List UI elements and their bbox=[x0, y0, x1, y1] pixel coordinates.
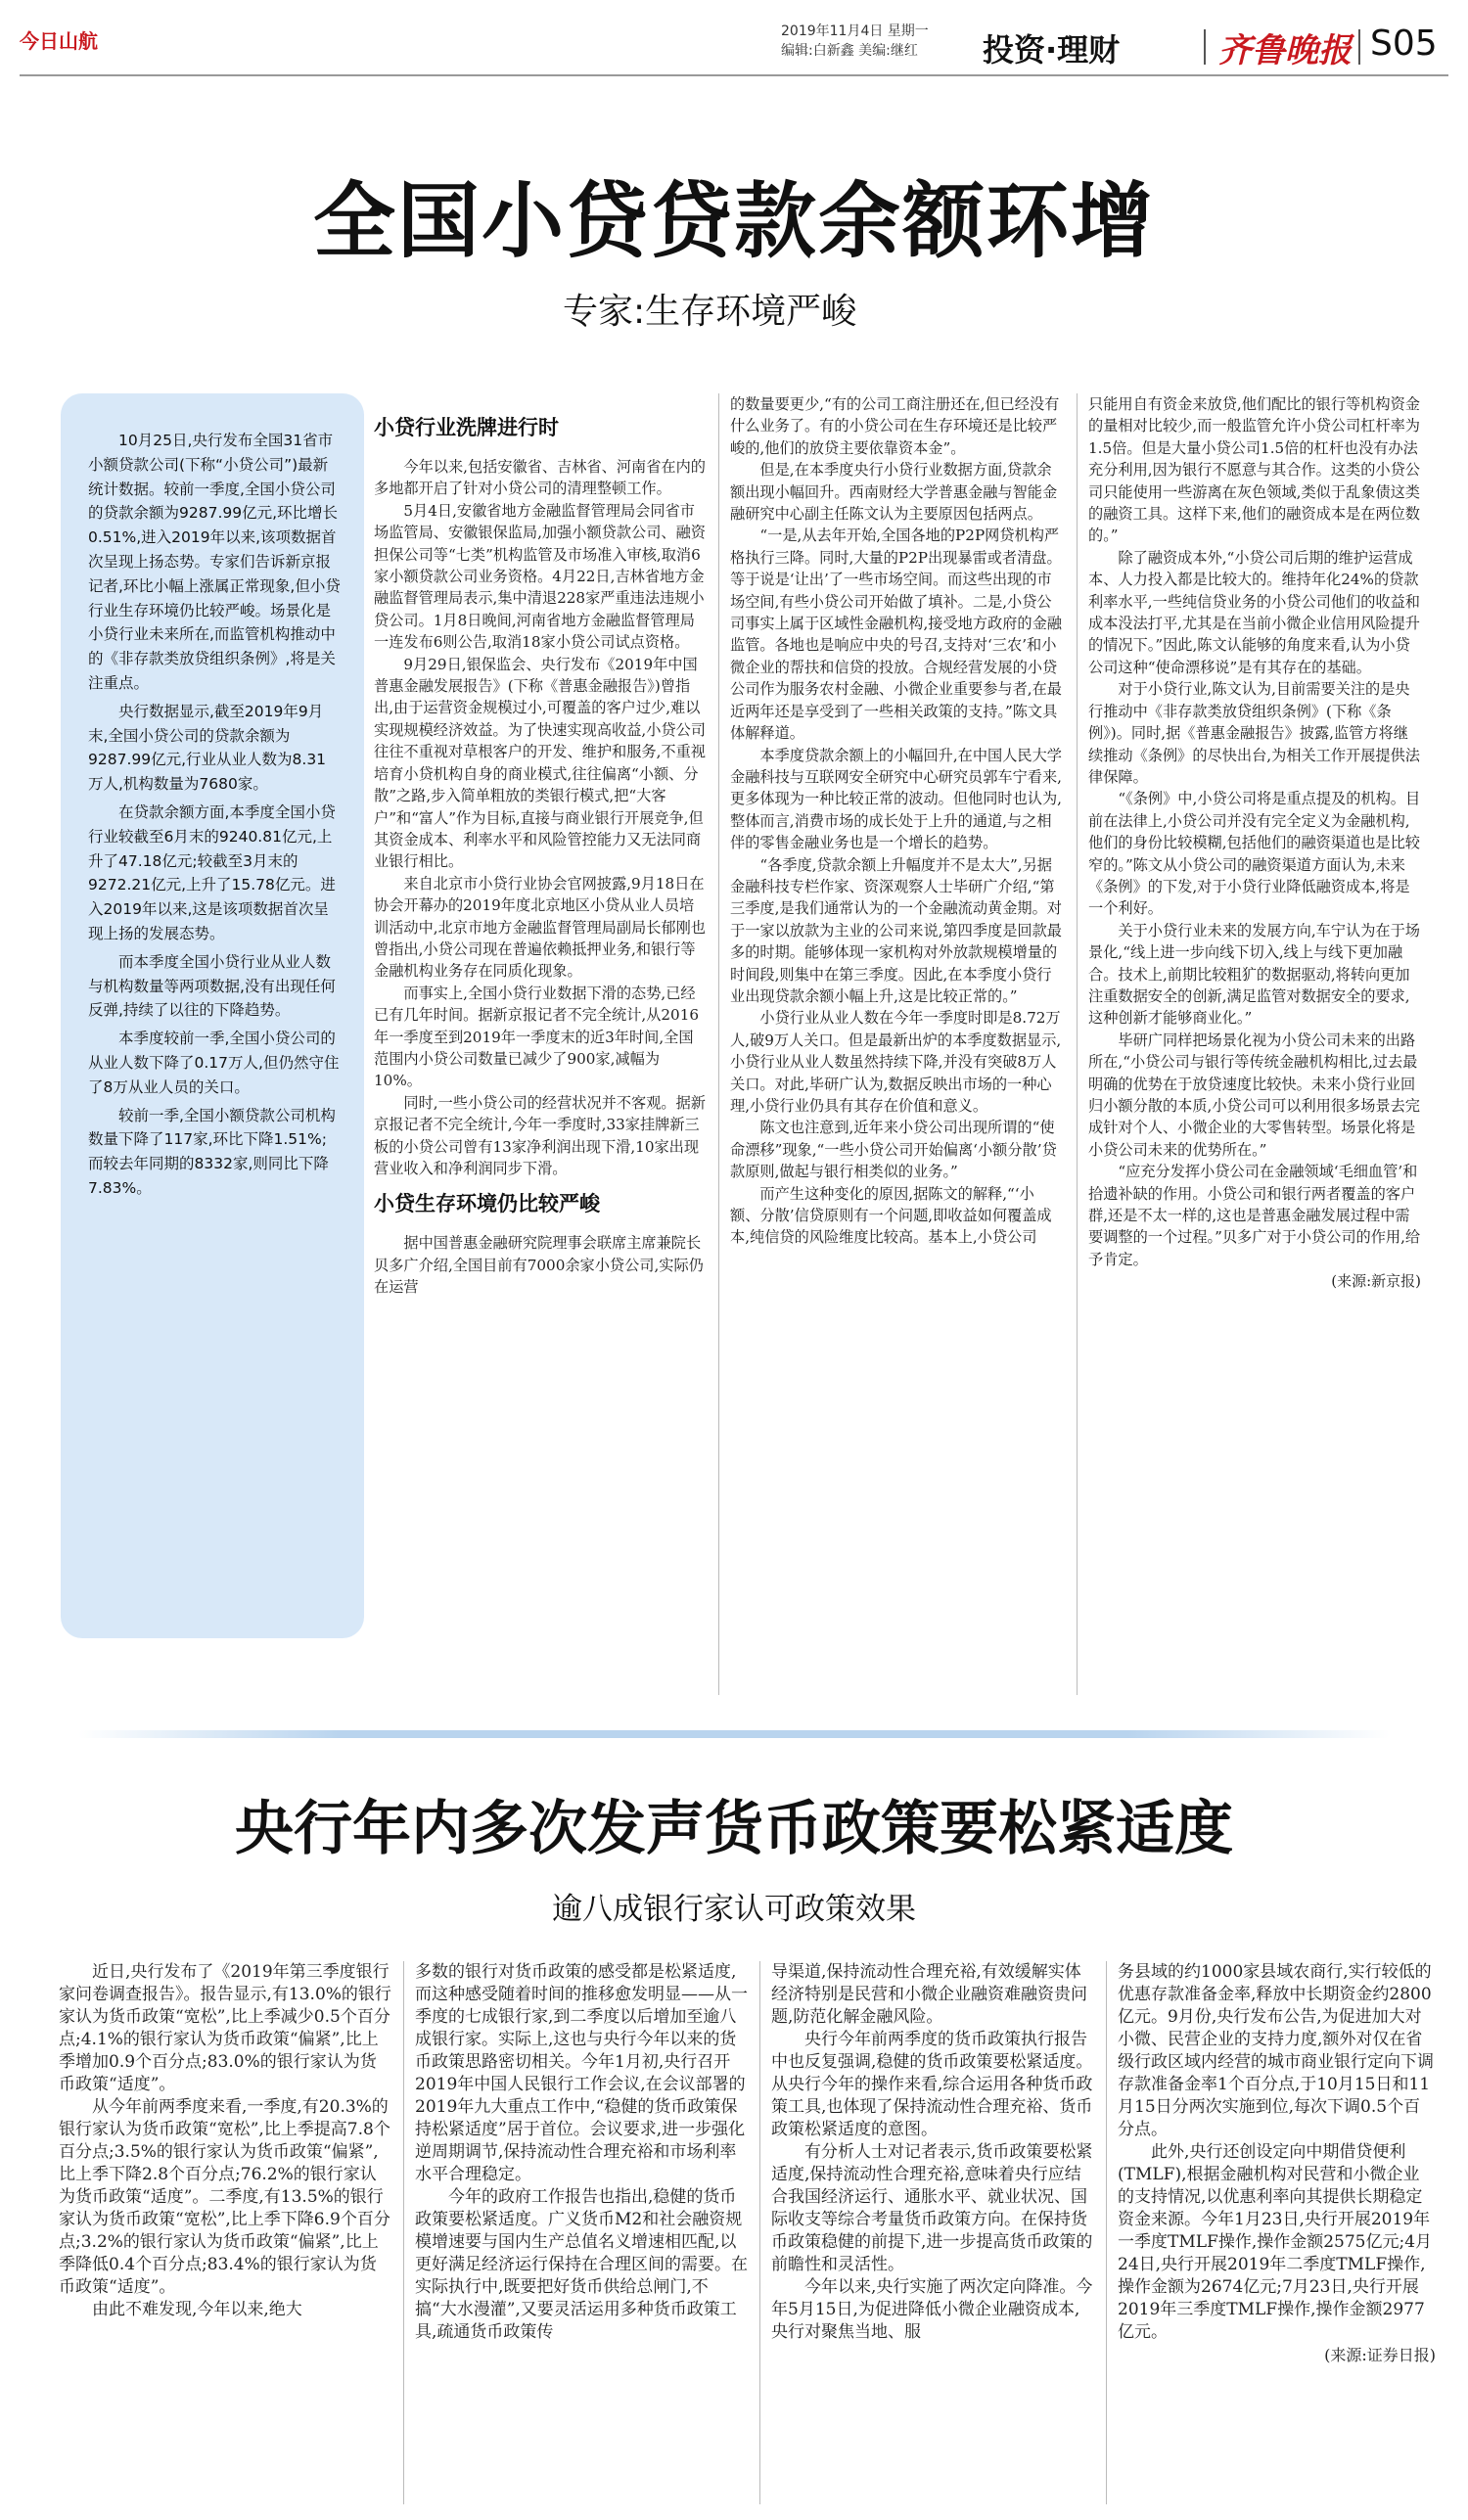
article2-source: (来源:证券日报) bbox=[1324, 2346, 1436, 2364]
paragraph: “《条例》中,小贷公司将是重点提及的机构。目前在法律上,小贷公司并没有完全定义为金融机构,他们的身份比较模糊,包括他们的融资渠道也是比较窄的。”陈文从小贷公司的融资渠道方面认为,未来《条例》的下发,对于小贷行业降低融资成本,将是一个利好。 bbox=[1088, 790, 1421, 918]
paragraph: “一是,从去年开始,全国各地的P2P网贷机构严格执行三降。同时,大量的P2P出现暴雷或者清盘。等于说是‘让出’了一些市场空间。而这些出现的市场空间,有些小贷公司开始做了填补。二是,小贷公司事实上属于区域性金融机构,接受地方政府的金融监管。各地也是响应中央的号召,支持对‘三农’和小微企业的帮扶和信贷的投放。合规经营发展的小贷公司作为服务农村金融、小微企业重要参与者,在最近两年还是享受到了一些相关政策的支持。”陈文具体解释道。 bbox=[730, 527, 1062, 743]
paragraph: 导渠道,保持流动性合理充裕,有效缓解实体经济特别是民营和小微企业融资难融资贵问题,防范化解金融风险。 bbox=[771, 1962, 1087, 2027]
paragraph: 来自北京市小贷行业协会官网披露,9月18日在协会开幕办的2019年度北京地区小贷从业人员培训活动中,北京市地方金融监督管理局副局长郁刚也曾指出,小贷公司现在普遍依赖抵押业务,和银行等金融机构业务存在同质化现象。 bbox=[374, 874, 706, 981]
issue-meta bbox=[781, 22, 929, 61]
paper-logo: 齐鲁晚报 bbox=[1218, 31, 1352, 70]
sidebar-paragraph: 央行数据显示,截至2019年9月末,全国小贷公司的贷款余额为9287.99亿元,行业从业人数为8.31万人,机构数量为7680家。 bbox=[88, 702, 327, 794]
article-divider bbox=[78, 1730, 1390, 1738]
paragraph: 同时,一些小贷公司的经营状况并不客观。据新京报记者不完全统计,今年一季度时,33家挂牌新三板的小贷公司曾有13家净利润出现下滑,10家出现营业收入和净利润同步下滑。 bbox=[374, 1093, 706, 1177]
masthead-rule bbox=[20, 74, 1448, 76]
column-divider bbox=[1106, 1961, 1107, 2504]
article1-source: (来源:新京报) bbox=[1331, 1272, 1421, 1291]
paragraph: 由此不难发现,今年以来,绝大 bbox=[92, 2300, 302, 2319]
paragraph: “各季度,贷款余额上升幅度并不是太大”,另据金融科技专栏作家、资深观察人士毕研广介绍,“第三季度,是我们通常认为的一个金融流动黄金期。对于一家以放款为主业的公司来说,第四季度是回款最多的时期。能够体现一家机构对外放款规模增量的时间段,则集中在第三季度。因此,在本季度小贷行业出现贷款余额小幅上升,这是比较正常的。” bbox=[730, 855, 1062, 1005]
paragraph: 而事实上,全国小贷行业数据下滑的态势,已经已有几年时间。据新京报记者不完全统计,从2016年一季度至到2019年一季度末的近3年时间,全国范围内小贷公司数量已减少了900家,减幅为10%。 bbox=[374, 984, 700, 1090]
article2-headline: 央行年内多次发声货币政策要松紧适度 bbox=[235, 1795, 1233, 1863]
sidebar-paragraph: 较前一季,全国小额贷款公司机构数量下降了117家,环比下降1.51%;而较去年同期的8332家,则同比下降7.83%。 bbox=[88, 1106, 336, 1197]
paragraph: 从今年前两季度来看,一季度,有20.3%的银行家认为货币政策“宽松”,比上季提高7.8个百分点;3.5%的银行家认为货币政策“偏紧”,比上季下降2.8个百分点;76.2%的银行家认为货币政策“适度”。二季度,有13.5%的银行家认为货币政策“宽松”,比上季下降6.9个百分点;3.2%的银行家认为货币政策“偏紧”,比上季降低0.4个百分点;83.4%的银行家认为货币政策“适度”。 bbox=[59, 2097, 390, 2297]
paragraph: 而产生这种变化的原因,据陈文的解释,“‘小额、分散’信贷原则有一个问题,即收益如何覆盖成本,纯信贷的风险维度比较高。基本上,小贷公司 bbox=[730, 1184, 1052, 1247]
masthead-divider bbox=[1204, 29, 1206, 65]
paragraph: 央行今年前两季度的货币政策执行报告中也反复强调,稳健的货币政策要松紧适度。从央行今年的操作来看,综合运用各种货币政策工具,也体现了保持流动性合理充裕、货币政策松紧适度的意图。 bbox=[771, 2030, 1093, 2139]
paragraph: 今年的政府工作报告也指出,稳健的货币政策要松紧适度。广义货币M2和社会融资规模增速要与国内生产总值名义增速相匹配,以更好满足经济运行保持在合理区间的需要。在实际执行中,既要把好货币供给总闸门,不搞“大水漫灌”,又要灵活运用多种货币政策工具,疏通货币政策传 bbox=[415, 2187, 748, 2342]
paragraph: 的数量要更少,“有的公司工商注册还在,但已经没有什么业务了。有的小贷公司在生存环境还是比较严峻的,他们的放贷主要依靠资本金”。 bbox=[730, 395, 1060, 457]
article2-column-4 bbox=[1118, 1961, 1436, 2509]
paragraph: 9月29日,银保监会、央行发布《2019年中国普惠金融发展报告》(下称《普惠金融报告》)曾指出,由于运营资金规模过小,可覆盖的客户过少,难以实现规模经济效益。为了快速实现高收益,小贷公司往往不重视对草根客户的开发、维护和服务,不重视培育小贷机构自身的商业模式,往往偏离“小额、分散”之路,步入简单粗放的类银行模式,把“大客户”和“富人”作为目标,直接与商业银行开展竞争,但其资金成本、利率水平和风险管控能力又无法同商业银行相比。 bbox=[374, 655, 706, 871]
sidebar-paragraph: 10月25日,央行发布全国31省市小额贷款公司(下称“小贷公司”)最新统计数据。较前一季度,全国小贷公司的贷款余额为9287.99亿元,环比增长0.51%,进入2019年以来,该项数据首次呈现上扬态势。专家们告诉新京报记者,环比小幅上涨属正常现象,但小贷行业生存环境仍比较严峻。场景化是小贷行业未来所在,而监管机构推动中的《非存款类放贷组织条例》,将是关注重点。 bbox=[88, 432, 341, 692]
masthead bbox=[0, 0, 1468, 73]
paragraph: “应充分发挥小贷公司在金融领域‘毛细血管’和拾遗补缺的作用。小贷公司和银行两者覆盖的客户群,还是不太一样的,这也是普惠金融发展过程中需要调整的一个过程。”贝多广对于小贷公司的作用,给予肯定。 bbox=[1088, 1163, 1421, 1268]
sidebar-paragraph: 而本季度全国小贷行业从业人数与机构数量等两项数据,没有出现任何反弹,持续了以往的下降趋势。 bbox=[88, 952, 336, 1020]
paragraph: 小贷行业从业人数在今年一季度时即是8.72万人,破9万人关口。但是最新出炉的本季度数据显示,小贷行业从业人数虽然持续下降,并没有突破8万人关口。对此,毕研广认为,数据反映出市场的一种心理,小贷行业仍具有其存在价值和意义。 bbox=[730, 1009, 1062, 1115]
paragraph: 近日,央行发布了《2019年第三季度银行家问卷调查报告》。报告显示,有13.0%的银行家认为货币政策“宽松”,比上季减少0.5个百分点;4.1%的银行家认为货币政策“偏紧”,比上季增加0.9个百分点;83.0%的银行家认为货币政策“适度”。 bbox=[59, 1962, 391, 2094]
issue-date: 2019年11月4日 星期一 bbox=[781, 23, 929, 39]
article2-column-2 bbox=[415, 1961, 748, 2509]
article1-column-3 bbox=[1088, 393, 1421, 1701]
article1-headline: 全国小贷贷款余额环增 bbox=[312, 173, 1155, 269]
paragraph: 今年以来,包括安徽省、吉林省、河南省在内的多地都开启了针对小贷公司的清理整顿工作。 bbox=[374, 458, 706, 498]
section-label: 今日山航 bbox=[20, 29, 98, 53]
column-tag: 投资·理财 bbox=[983, 31, 1121, 69]
paragraph: 5月4日,安徽省地方金融监督管理局会同省市场监管局、安徽银保监局,加强小额贷款公司、融资担保公司等“七类”机构监管及市场准入审核,取消6家小额贷款公司业务资格。4月22日,吉林省地方金融监督管理局表示,集中清退228家严重违法违规小贷公司。1月8日晚间,河南省地方金融监督管理局一连发布6则公告,取消18家小贷公司试点资格。 bbox=[374, 501, 706, 652]
article1-column-1 bbox=[374, 403, 707, 1697]
article2-column-1 bbox=[59, 1961, 391, 2509]
paragraph: 除了融资成本外,“小贷公司后期的维护运营成本、人力投入都是比较大的。维持年化24%的贷款利率水平,一些纯信贷业务的小贷公司他们的收益和成本没法打平,尤其是在当前小微企业信用风险提升的情况下。”因此,陈文认能够的角度来看,认为小贷公司这种“使命漂移说”是有其存在的基础。 bbox=[1088, 548, 1420, 676]
paragraph: 多数的银行对货币政策的感受都是松紧适度,而这种感受随着时间的推移愈发明显——从一季度的七成银行家,到二季度以后增加至逾八成银行家。实际上,这也与央行今年以来的货币政策思路密切相关。今年1月初,央行召开2019年中国人民银行工作会议,在会议部署的2019年九大重点工作中,“稳健的货币政策保持松紧适度”居于首位。会议要求,进一步强化逆周期调节,保持流动性合理充裕和市场利率水平合理稳定。 bbox=[415, 1962, 748, 2184]
article1-subheadline: 专家:生存环境严峻 bbox=[563, 292, 857, 332]
paragraph: 有分析人士对记者表示,货币政策要松紧适度,保持流动性合理充裕,意味着央行应结合我国经济运行、通胀水平、就业状况、国际收支等综合考量货币政策方向。在保持货币政策稳健的前提下,进一步提高货币政策的前瞻性和灵活性。 bbox=[771, 2142, 1093, 2274]
paragraph: 今年以来,央行实施了两次定向降准。今年5月15日,为促进降低小微企业融资成本,央行对聚焦当地、服 bbox=[771, 2277, 1093, 2342]
paragraph: 务县域的约1000家县域农商行,实行较低的优惠存款准备金率,释放中长期资金约2800亿元。9月份,央行发布公告,为促进加大对小微、民营企业的支持力度,额外对仅在省级行政区域内经营的城市商业银行定向下调存款准备金率1个百分点,于10月15日和11月15日分两次实施到位,每次下调0.5个百分点。 bbox=[1118, 1962, 1434, 2139]
page-number: S05 bbox=[1370, 23, 1438, 64]
summary-sidebar bbox=[61, 393, 364, 1638]
paragraph: 关于小贷行业未来的发展方向,车宁认为在于场景化,“线上进一步向线下切入,线上与线下更加融合。技术上,前期比较粗犷的数据驱动,将转向更加注重数据安全的创新,满足监管对数据安全的要求,这种创新才能够商业化。” bbox=[1088, 921, 1420, 1028]
paragraph: 但是,在本季度央行小贷行业数据方面,贷款余额出现小幅回升。西南财经大学普惠金融与智能金融研究中心副主任陈文认为主要原因包括两点。 bbox=[730, 461, 1058, 524]
column-divider bbox=[718, 393, 719, 1695]
article2-column-3 bbox=[771, 1961, 1094, 2509]
sidebar-paragraph: 在贷款余额方面,本季度全国小贷行业较截至6月末的9240.81亿元,上升了47.18亿元;较截至3月末的9272.21亿元,上升了15.78亿元。进入2019年以来,这是该项数据首次呈现上扬的发展态势。 bbox=[88, 802, 336, 942]
column-divider bbox=[1077, 393, 1078, 1695]
article1-column-2 bbox=[730, 393, 1063, 1697]
section-subhead: 小贷行业洗牌进行时 bbox=[374, 416, 559, 439]
editors-line: 编辑:白新鑫 美编:继红 bbox=[781, 43, 918, 59]
section-subhead: 小贷生存环境仍比较严峻 bbox=[374, 1192, 600, 1216]
paragraph: 只能用自有资金来放贷,他们配比的银行等机构资金的量相对比较少,而一般监管允许小贷公司杠杆率为1.5倍。但是大量小贷公司1.5倍的杠杆也没有办法充分利用,因为银行不愿意与其合作。这类的小贷公司只能使用一些游离在灰色领域,类似于乱象债这类的融资工具。这样下来,他们的融资成本是在两位数的。” bbox=[1088, 395, 1420, 545]
sidebar-paragraph: 本季度较前一季,全国小贷公司的从业人数下降了0.17万人,但仍然守住了8万从业人员的关口。 bbox=[88, 1030, 340, 1096]
article2-subheadline: 逾八成银行家认可政策效果 bbox=[552, 1892, 916, 1927]
paragraph: 此外,央行还创设定向中期借贷便利(TMLF),根据金融机构对民营和小微企业的支持情况,以优惠利率向其提供长期稳定资金来源。今年1月23日,央行开展2019年一季度TMLF操作,操作金额2575亿元;4月24日,央行开展2019年二季度TMLF操作,操作金额为2674亿元;7月23日,央行开展2019年三季度TMLF操作,操作金额2977亿元。 bbox=[1118, 2142, 1433, 2342]
column-divider bbox=[759, 1961, 760, 2504]
paragraph: 毕研广同样把场景化视为小贷公司未来的出路所在,“小贷公司与银行等传统金融机构相比,过去最明确的优势在于放贷速度比较快。未来小贷行业回归小额分散的本质,小贷公司可以利用很多场景去完成针对个人、小微企业的大零售转型。场景化将是小贷公司未来的优势所在。” bbox=[1088, 1031, 1420, 1159]
masthead-divider bbox=[1358, 29, 1360, 65]
paragraph: 本季度贷款余额上的小幅回升,在中国人民大学金融科技与互联网安全研究中心研究员郭车宁看来,更多体现为一种比较正常的波动。但他同时也认为,整体而言,消费市场的成长处于上升的通道,与之相伴的零售金融业务也是一个增长的趋势。 bbox=[730, 746, 1062, 852]
paragraph: 陈文也注意到,近年来小贷公司出现所谓的“使命漂移”现象,“一些小贷公司开始偏离‘小额分散’贷款原则,做起与银行相类似的业务。” bbox=[730, 1119, 1057, 1181]
column-divider bbox=[403, 1961, 404, 2504]
paragraph: 据中国普惠金融研究院理事会联席主席兼院长贝多广介绍,全国目前有7000余家小贷公司,实际仍在运营 bbox=[374, 1234, 704, 1297]
paragraph: 对于小贷行业,陈文认为,目前需要关注的是央行推动中《非存款类放贷组织条例》(下称《条例》)。同时,据《普惠金融报告》披露,监管方将继续推动《条例》的尽快出台,为相关工作开展提供法律保障。 bbox=[1088, 680, 1420, 786]
